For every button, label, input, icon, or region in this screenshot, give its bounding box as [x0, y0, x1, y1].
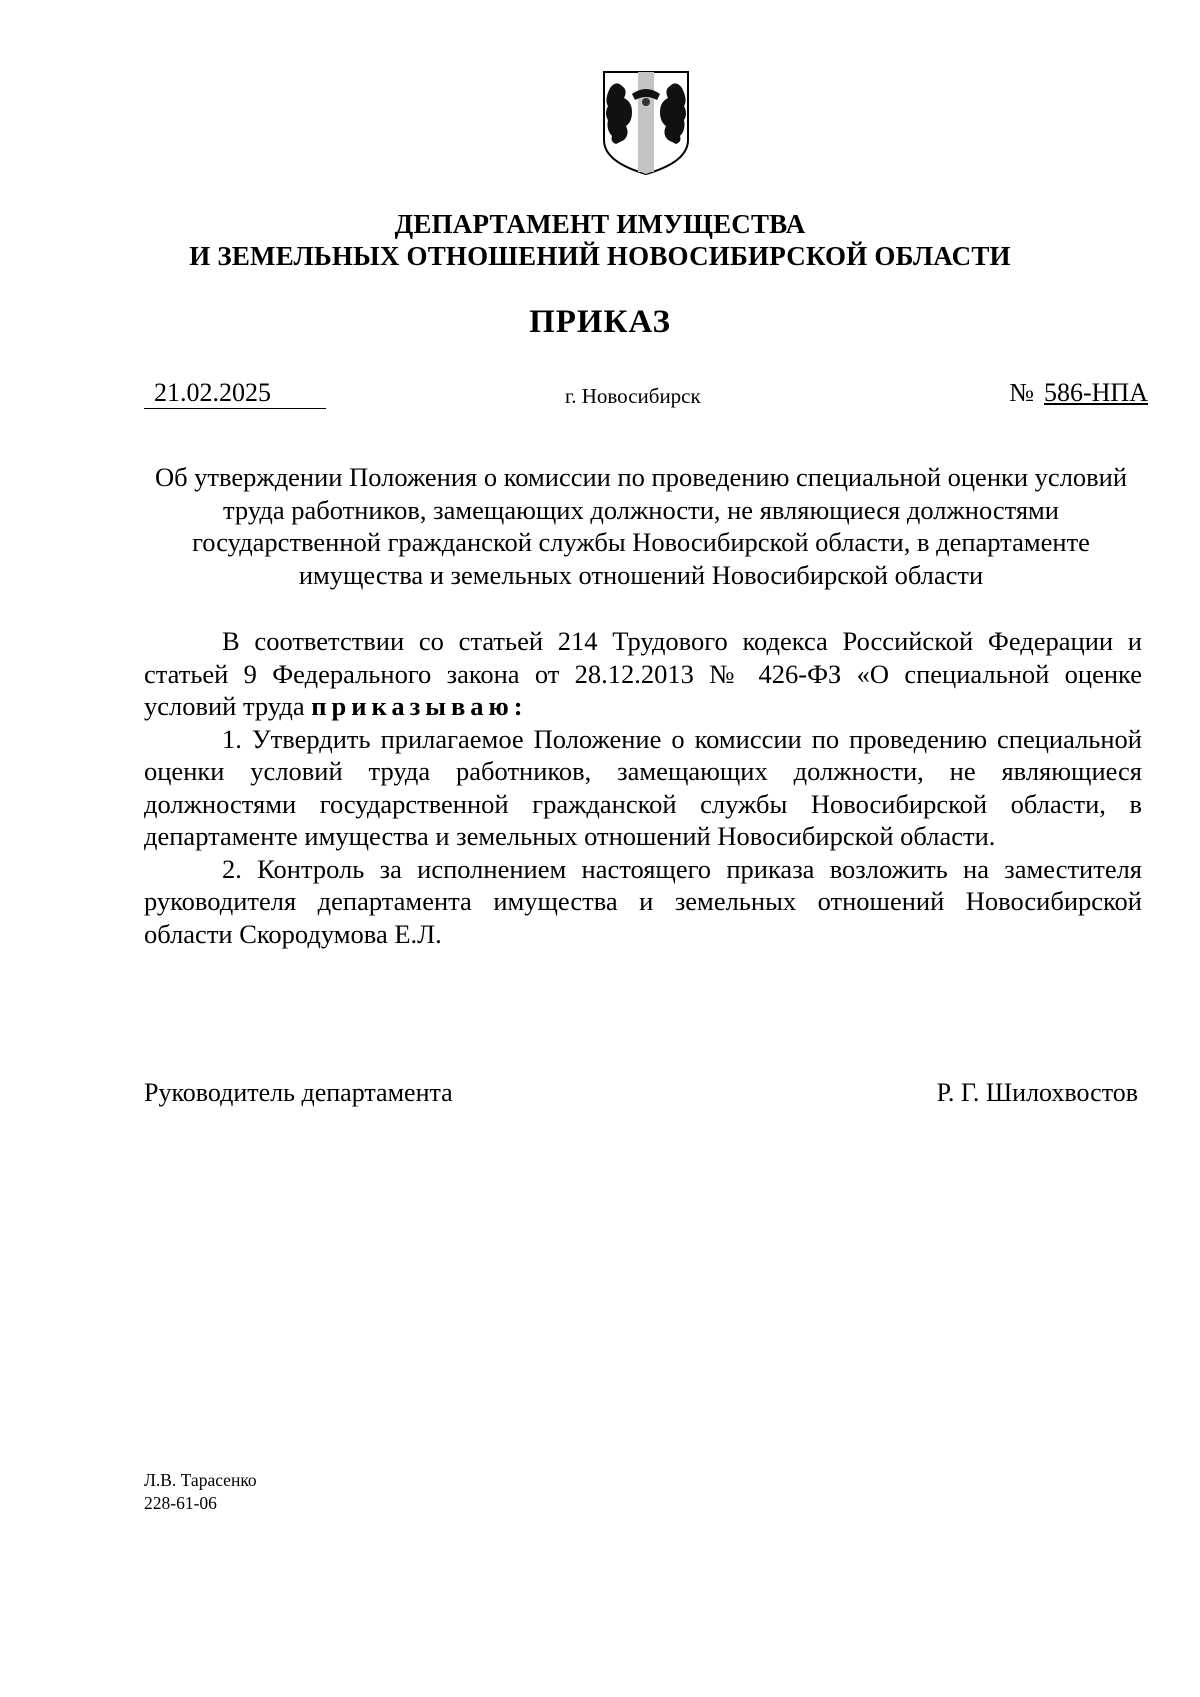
- department-name-line1: ДЕПАРТАМЕНТ ИМУЩЕСТВА: [394, 209, 806, 239]
- number-sign: №: [1009, 378, 1034, 407]
- order-body: [144, 625, 1142, 950]
- order-word: приказываю:: [311, 691, 528, 721]
- preamble-text: В соответствии со статьей 214 Трудового кодекса Российской Федерации и статьей 9 Федерального закона от 28.12.2013 № 426-ФЗ «О специальной оценке условий труда: [144, 626, 1142, 721]
- order-date: 21.02.2025: [144, 378, 326, 409]
- order-subject: Об утверждении Положения о комиссии по проведению специальной оценки условий труда работников, замещающих должности, не являющиеся должностями государственной гражданской службы Новосибирской области, в департаменте имущества и земельных отношений Новосибирской области: [154, 462, 1128, 590]
- coat-of-arms-icon: [602, 70, 690, 176]
- executor-name: Л.В. Тарасенко: [144, 1470, 257, 1490]
- signature-position: Руководитель департамента: [144, 1078, 453, 1107]
- order-number: 586-НПА: [1044, 378, 1148, 407]
- executor-phone: 228-61-06: [144, 1493, 217, 1513]
- order-item-1: 1. Утвердить прилагаемое Положение о комиссии по проведению специальной оценки условий труда работников, замещающих должности, не являющиеся должностями государственной гражданской службы Новосибирской области, в департаменте имущества и земельных отношений Новосибирской области.: [144, 723, 1142, 851]
- signature-name: Р. Г. Шилохвостов: [936, 1078, 1138, 1107]
- department-name-line2: И ЗЕМЕЛЬНЫХ ОТНОШЕНИЙ НОВОСИБИРСКОЙ ОБЛАСТИ: [189, 241, 1011, 271]
- order-item-2: 2. Контроль за исполнением настоящего приказа возложить на заместителя руководителя департамента имущества и земельных отношений Новосибирской области Скородумова Е.Л.: [144, 853, 1142, 949]
- preamble-paragraph: [144, 625, 1142, 723]
- document-type-title: ПРИКАЗ: [529, 304, 671, 340]
- order-city: г. Новосибирск: [565, 384, 701, 408]
- order-number-block: [1009, 378, 1148, 408]
